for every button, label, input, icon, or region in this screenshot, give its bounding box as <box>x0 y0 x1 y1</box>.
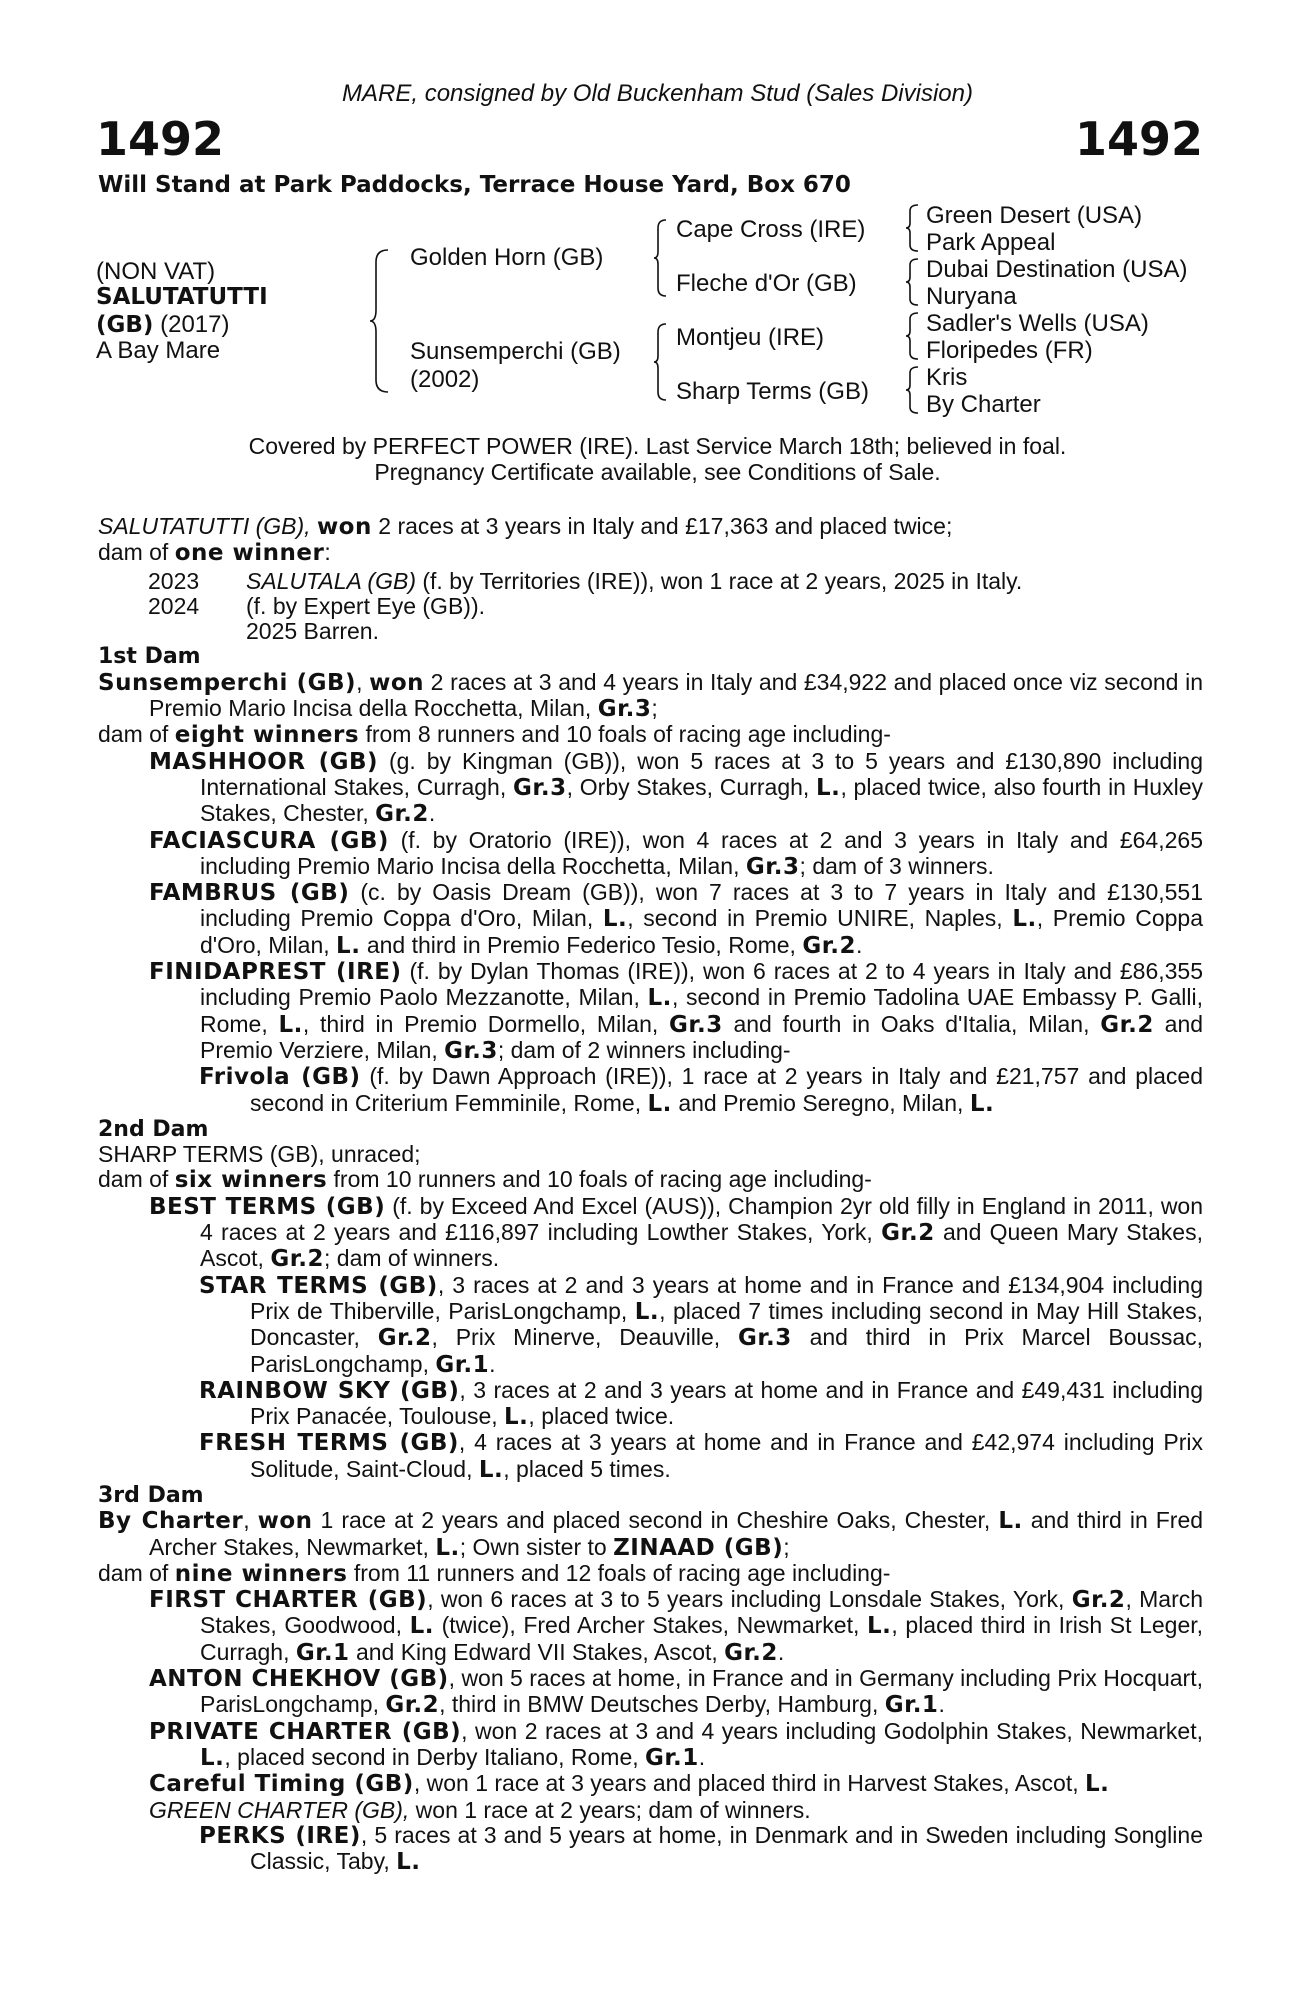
green-charter-entry <box>98 1798 1203 1823</box>
second-dam-summary <box>98 1167 1203 1193</box>
produce-entry: 2025 Barren. <box>246 618 379 645</box>
progeny-name: ANTON CHEKHOV (GB) <box>149 1666 449 1693</box>
progeny-text: , March Stakes, Goodwood, <box>200 1586 1204 1639</box>
progeny-text: and third in Prix Marcel Boussac, ParisLongchamp, <box>250 1324 1204 1377</box>
grade-label: L. <box>647 1090 672 1117</box>
third-dam-name: By Charter <box>98 1508 244 1535</box>
grade-label: Gr.1 <box>295 1639 350 1666</box>
progeny-text: , placed 7 times including second in May Hill Stakes, Doncaster, <box>250 1297 1204 1351</box>
second-dam-record: SHARP TERMS (GB), unraced; <box>98 1141 421 1168</box>
grade-label: Gr.3 <box>512 774 567 801</box>
progeny-text: , Premio Coppa d'Oro, Milan, <box>200 905 1204 958</box>
first-dam-name: Sunsemperchi (GB) <box>98 669 357 696</box>
third-dam-summary <box>98 1561 1203 1587</box>
progeny-text: , 3 races at 2 and 3 years at home and in France and £49,431 including Prix Panacée, Toulouse, <box>250 1376 1203 1430</box>
pedigree-brace-sire <box>652 218 668 298</box>
progeny-text: , won 6 races at 3 to 5 years including Lonsdale Stakes, York, <box>427 1586 1065 1613</box>
progeny-text: ; dam of 3 winners. <box>799 852 994 879</box>
best-terms-entry <box>98 1194 1203 1273</box>
progeny-text: (twice), Fred Archer Stakes, Newmarket, <box>441 1612 860 1639</box>
pregnancy-line: Pregnancy Certificate available, see Conditions of Sale. <box>374 459 941 485</box>
perks-entry <box>98 1823 1203 1876</box>
grade-label: L. <box>504 1404 529 1431</box>
dam-of-label: dam of <box>98 721 169 748</box>
produce-list <box>148 569 1203 645</box>
grade-label: Gr.2 <box>377 1325 432 1352</box>
progeny-text: , won 1 race at 3 years and placed third in Harvest Stakes, Ascot, <box>413 1770 1079 1797</box>
grade-label: Gr.3 <box>745 853 800 880</box>
first-dam-summary <box>98 722 1203 748</box>
first-dam-end: ; <box>651 695 658 722</box>
intro-dam-of <box>98 540 1203 566</box>
dam: Sunsemperchi (GB) <box>410 338 621 365</box>
progeny-name: FAMBRUS (GB) <box>149 880 350 907</box>
sister-name: ZINAAD (GB) <box>613 1534 784 1561</box>
grade-label: L. <box>336 932 361 959</box>
first-dam-text: 2 races at 3 and 4 years in Italy and £34,922 and placed once viz second in Premio Mario Incisa della Rocchetta, Milan, <box>149 668 1204 722</box>
third-dam-summary-text: from 11 runners and 12 foals of racing age including- <box>353 1559 891 1586</box>
first-dam-won: won <box>369 669 425 696</box>
grade-label: L. <box>998 1508 1023 1535</box>
progeny-name: BEST TERMS (GB) <box>149 1193 386 1220</box>
stand-location: Will Stand at Park Paddocks, Terrace House Yard, Box 670 <box>98 172 851 198</box>
horse-suffix: (GB) <box>96 312 154 338</box>
grade-label: L. <box>969 1090 995 1117</box>
progeny-name: STAR TERMS (GB) <box>199 1272 438 1299</box>
third-dam-text: and third in Fred Archer Stakes, Newmarket, <box>149 1507 1204 1560</box>
dam-of-label: dam of <box>98 1166 169 1193</box>
progeny-text: ; dam of 2 winners including- <box>497 1036 791 1063</box>
progeny-text: , second in Premio Tadolina UAE Embassy P. Galli, Rome, <box>200 984 1204 1037</box>
second-dam-summary-text: from 10 runners and 10 foals of racing age including- <box>333 1166 872 1193</box>
progeny-text: , placed third in Irish St Leger, Curragh, <box>200 1612 1204 1665</box>
intro-text: 2 races at 3 years in Italy and £17,363 and placed twice; <box>378 513 953 539</box>
pedigree-brace-g3-4 <box>904 365 920 415</box>
sire-dam-dam: Nuryana <box>926 283 1017 310</box>
progeny-text: (c. by Oasis Dream (GB)), won 7 races at 3 to 7 years in Italy and £130,551 including Premio Coppa d'Oro, Milan, <box>200 879 1204 932</box>
progeny-name: FRESH TERMS (GB) <box>199 1430 459 1457</box>
grade-label: L. <box>1012 906 1037 933</box>
produce-text: (f. by Territories (IRE)), won 1 race at 2 years, 2025 in Italy. <box>422 567 1023 594</box>
pedigree-brace-main <box>368 248 390 394</box>
grade-label: Gr.2 <box>724 1639 778 1666</box>
grade-label: L. <box>409 1613 434 1640</box>
sire-dam-sire: Dubai Destination (USA) <box>926 256 1188 283</box>
produce-entry: (f. by Expert Eye (GB)). <box>246 592 485 619</box>
dam-sire-sire: Sadler's Wells (USA) <box>926 310 1149 337</box>
progeny-name: FIRST CHARTER (GB) <box>149 1587 428 1614</box>
progeny-text: , placed twice. <box>528 1403 675 1430</box>
progeny-text: , Prix Minerve, Deauville, <box>431 1324 721 1351</box>
third-dam-text: 1 race at 2 years and placed second in Cheshire Oaks, Chester, <box>320 1507 991 1534</box>
progeny-text: (f. by Exceed And Excel (AUS)), Champion 2yr old filly in England in 2011, won 4 races at 2 years and £116,897 including Lowther Stakes, York, <box>200 1192 1204 1246</box>
grade-label: Gr.3 <box>444 1037 498 1064</box>
progeny-text: . <box>428 800 436 827</box>
progeny-text: , placed second in Derby Italiano, Rome, <box>224 1743 639 1770</box>
progeny-text: , 3 races at 2 and 3 years at home and in France and £134,904 including Prix de Thiberville, ParisLongchamp, <box>250 1271 1203 1324</box>
progeny-name: PRIVATE CHARTER (GB) <box>149 1718 462 1745</box>
progeny-text: (f. by Dawn Approach (IRE)), 1 race at 2 years in Italy and £21,757 and placed second in Criterium Femminile, Rome, <box>250 1063 1204 1116</box>
progeny-text: , 4 races at 3 years at home and in France and £42,974 including Prix Solitude, Saint-Cloud, <box>250 1429 1203 1482</box>
star-terms-entry <box>98 1273 1203 1378</box>
first-dam-record: Sunsemperchi (GB), won 2 races at 3 and 4 years in Italy and £34,922 and placed once viz second in Premio Mario Incisa della Rocchetta, Milan, Gr.3; <box>98 668 1204 723</box>
catalogue-body <box>98 514 1203 1875</box>
grade-label: Gr.2 <box>1071 1587 1126 1614</box>
sire-dam: Fleche d'Or (GB) <box>676 270 857 297</box>
first-dam-grade: Gr.3 <box>597 696 652 723</box>
grade-label: L. <box>647 985 672 1012</box>
second-dam-winners: six winners <box>174 1167 328 1194</box>
dam-year: (2002) <box>410 366 480 393</box>
progeny-text: and King Edward VII Stakes, Ascot, <box>355 1638 718 1665</box>
frivola-entry <box>98 1064 1203 1117</box>
progeny-text: (f. by Dylan Thomas (IRE)), won 6 races at 2 to 4 years in Italy and £86,355 including Premio Paolo Mezzanotte, Milan, <box>200 958 1204 1011</box>
rainbow-sky-entry <box>98 1378 1203 1431</box>
intro-colon: : <box>324 539 331 566</box>
consignor-line: MARE, consigned by Old Buckenham Stud (Sales Division) <box>342 80 973 107</box>
third-dam-text: ; Own sister to <box>459 1533 607 1560</box>
pedigree-brace-g3-1 <box>904 203 920 253</box>
progeny-name: RAINBOW SKY (GB) <box>199 1377 460 1404</box>
produce-year: 2024 <box>148 592 200 619</box>
first-dam-heading: 1st Dam <box>98 644 201 670</box>
sire-sire-sire: Green Desert (USA) <box>926 202 1143 229</box>
progeny-text: , second in Premio UNIRE, Naples, <box>627 905 1003 932</box>
progeny-name: MASHHOOR (GB) <box>149 748 379 775</box>
progeny-name: GREEN CHARTER (GB), <box>149 1796 410 1823</box>
grade-label: L. <box>866 1613 892 1640</box>
pedigree-brace-dam <box>652 322 668 402</box>
sire-sire-dam: Park Appeal <box>926 229 1056 256</box>
intro-won: won <box>316 514 372 540</box>
sire-sire: Cape Cross (IRE) <box>676 216 866 243</box>
progeny-text: , won 2 races at 3 and 4 years including Godolphin Stakes, Newmarket, <box>461 1717 1203 1744</box>
grade-label: L. <box>200 1744 225 1771</box>
progeny-name: PERKS (IRE) <box>199 1822 361 1849</box>
progeny-text: ; dam of winners. <box>324 1245 500 1272</box>
grade-label: Gr.1 <box>645 1744 699 1771</box>
third-dam-winners: nine winners <box>174 1560 348 1587</box>
dam-of-label: dam of <box>98 1559 169 1586</box>
third-dam-won: won <box>257 1508 313 1535</box>
first-dam-summary-text: from 8 runners and 10 foals of racing age including- <box>365 721 891 748</box>
progeny-text: and Queen Mary Stakes, Ascot, <box>200 1219 1203 1272</box>
third-dam-heading: 3rd Dam <box>98 1482 204 1508</box>
progeny-text: and Premio Seregno, Milan, <box>678 1089 964 1116</box>
grade-label: L. <box>1085 1771 1110 1798</box>
produce-name: SALUTALA (GB) <box>246 567 416 594</box>
grade-label: Gr.2 <box>802 932 857 959</box>
grade-label: L. <box>396 1849 421 1876</box>
dam-dam-sire: Kris <box>926 364 968 391</box>
horse-origin-year <box>96 311 229 339</box>
grade-label: Gr.3 <box>738 1325 792 1352</box>
careful-timing-entry <box>98 1771 1203 1797</box>
dam-sire-dam: Floripedes (FR) <box>926 337 1093 364</box>
third-dam-text: ; <box>783 1533 790 1560</box>
lot-number-left: 1492 <box>96 112 225 166</box>
grade-label: Gr.2 <box>270 1246 324 1273</box>
progeny-text: , 5 races at 3 and 5 years at home, in Denmark and in Sweden including Songline Classic, Taby, <box>250 1821 1203 1875</box>
private-charter-entry <box>98 1719 1203 1772</box>
covered-line: Covered by PERFECT POWER (IRE). Last Service March 18th; believed in foal. <box>248 433 1067 459</box>
progeny-text: . <box>856 931 863 958</box>
grade-label: Gr.1 <box>884 1692 939 1719</box>
grade-label: Gr.2 <box>1100 1011 1154 1038</box>
dam-of-label: dam of <box>98 539 169 566</box>
pedigree-brace-g3-3 <box>904 311 920 361</box>
progeny-text: (f. by Oratorio (IRE)), won 4 races at 2 and 3 years in Italy and £64,265 including Premio Mario Incisa della Rocchetta, Milan, <box>200 826 1203 879</box>
grade-label: L. <box>634 1298 660 1325</box>
second-dam-heading: 2nd Dam <box>98 1116 209 1142</box>
progeny-text: and Premio Verziere, Milan, <box>200 1010 1204 1063</box>
grade-label: L. <box>816 774 841 801</box>
progeny-name: Careful Timing (GB) <box>149 1771 414 1798</box>
progeny-text: (g. by Kingman (GB)), won 5 races at 3 to 5 years and £130,890 including International Stakes, Curragh, <box>200 747 1203 800</box>
first-charter-entry <box>98 1587 1203 1666</box>
first-dam-winners: eight winners <box>174 722 360 749</box>
grade-label: L. <box>602 906 628 933</box>
intro-paragraph <box>98 514 1203 540</box>
grade-label: Gr.2 <box>881 1220 935 1247</box>
grade-label: Gr.3 <box>669 1011 723 1038</box>
produce-year: 2023 <box>148 567 200 594</box>
produce-entry <box>246 569 1203 594</box>
progeny-text: . <box>698 1743 706 1770</box>
intro-name: SALUTATUTTI (GB), <box>98 513 311 539</box>
fambrus-entry <box>98 880 1203 959</box>
progeny-text: , Orby Stakes, Curragh, <box>566 773 810 800</box>
progeny-text: . <box>777 1638 785 1665</box>
grade-label: L. <box>435 1534 460 1561</box>
grade-label: Gr.2 <box>375 801 429 828</box>
horse-description: A Bay Mare <box>96 337 221 364</box>
lot-number-right: 1492 <box>1074 112 1203 166</box>
grade-label: L. <box>478 1456 504 1483</box>
progeny-text: , third in BMW Deutsches Derby, Hamburg, <box>439 1691 879 1718</box>
dam-dam: Sharp Terms (GB) <box>676 378 869 405</box>
horse-name: SALUTATUTTI <box>96 284 268 310</box>
dam-sire: Montjeu (IRE) <box>676 324 825 351</box>
progeny-text: and fourth in Oaks d'Italia, Milan, <box>733 1010 1090 1037</box>
grade-label: Gr.1 <box>435 1351 490 1378</box>
vat-status: (NON VAT) <box>96 258 216 285</box>
progeny-text: won 1 race at 2 years; dam of winners. <box>415 1796 811 1823</box>
third-dam-record: By Charter, won 1 race at 2 years and placed second in Cheshire Oaks, Chester, L. and third in Fred Archer Stakes, Newmarket, L.; Own sister to ZINAAD (GB); <box>98 1507 1204 1561</box>
progeny-text: . <box>489 1350 496 1377</box>
finidaprest-entry <box>98 959 1203 1064</box>
progeny-text: and third in Premio Federico Tesio, Rome, <box>366 931 796 958</box>
progeny-name: FINIDAPREST (IRE) <box>149 959 402 986</box>
pedigree-brace-g3-2 <box>904 257 920 307</box>
intro-winners: one winner <box>174 540 325 567</box>
anton-chekhov-entry <box>98 1666 1203 1719</box>
fresh-terms-entry <box>98 1430 1203 1483</box>
dam-dam-dam: By Charter <box>926 391 1041 418</box>
horse-year: (2017) <box>160 311 230 338</box>
progeny-name: Frivola (GB) <box>199 1064 361 1091</box>
grade-label: Gr.2 <box>385 1692 440 1719</box>
progeny-text: , third in Premio Dormello, Milan, <box>302 1010 659 1037</box>
progeny-text: , won 5 races at home, in France and in Germany including Prix Hocquart, ParisLongchamp, <box>200 1665 1204 1718</box>
sire: Golden Horn (GB) <box>410 244 604 271</box>
progeny-name: FACIASCURA (GB) <box>149 827 389 854</box>
faciascura-entry <box>98 828 1203 881</box>
grade-label: L. <box>278 1011 303 1038</box>
progeny-text: , placed 5 times. <box>503 1455 671 1482</box>
mashhoor-entry <box>98 749 1203 828</box>
progeny-text: , placed twice, also fourth in Huxley Stakes, Chester, <box>200 773 1204 827</box>
progeny-text: . <box>938 1691 945 1718</box>
